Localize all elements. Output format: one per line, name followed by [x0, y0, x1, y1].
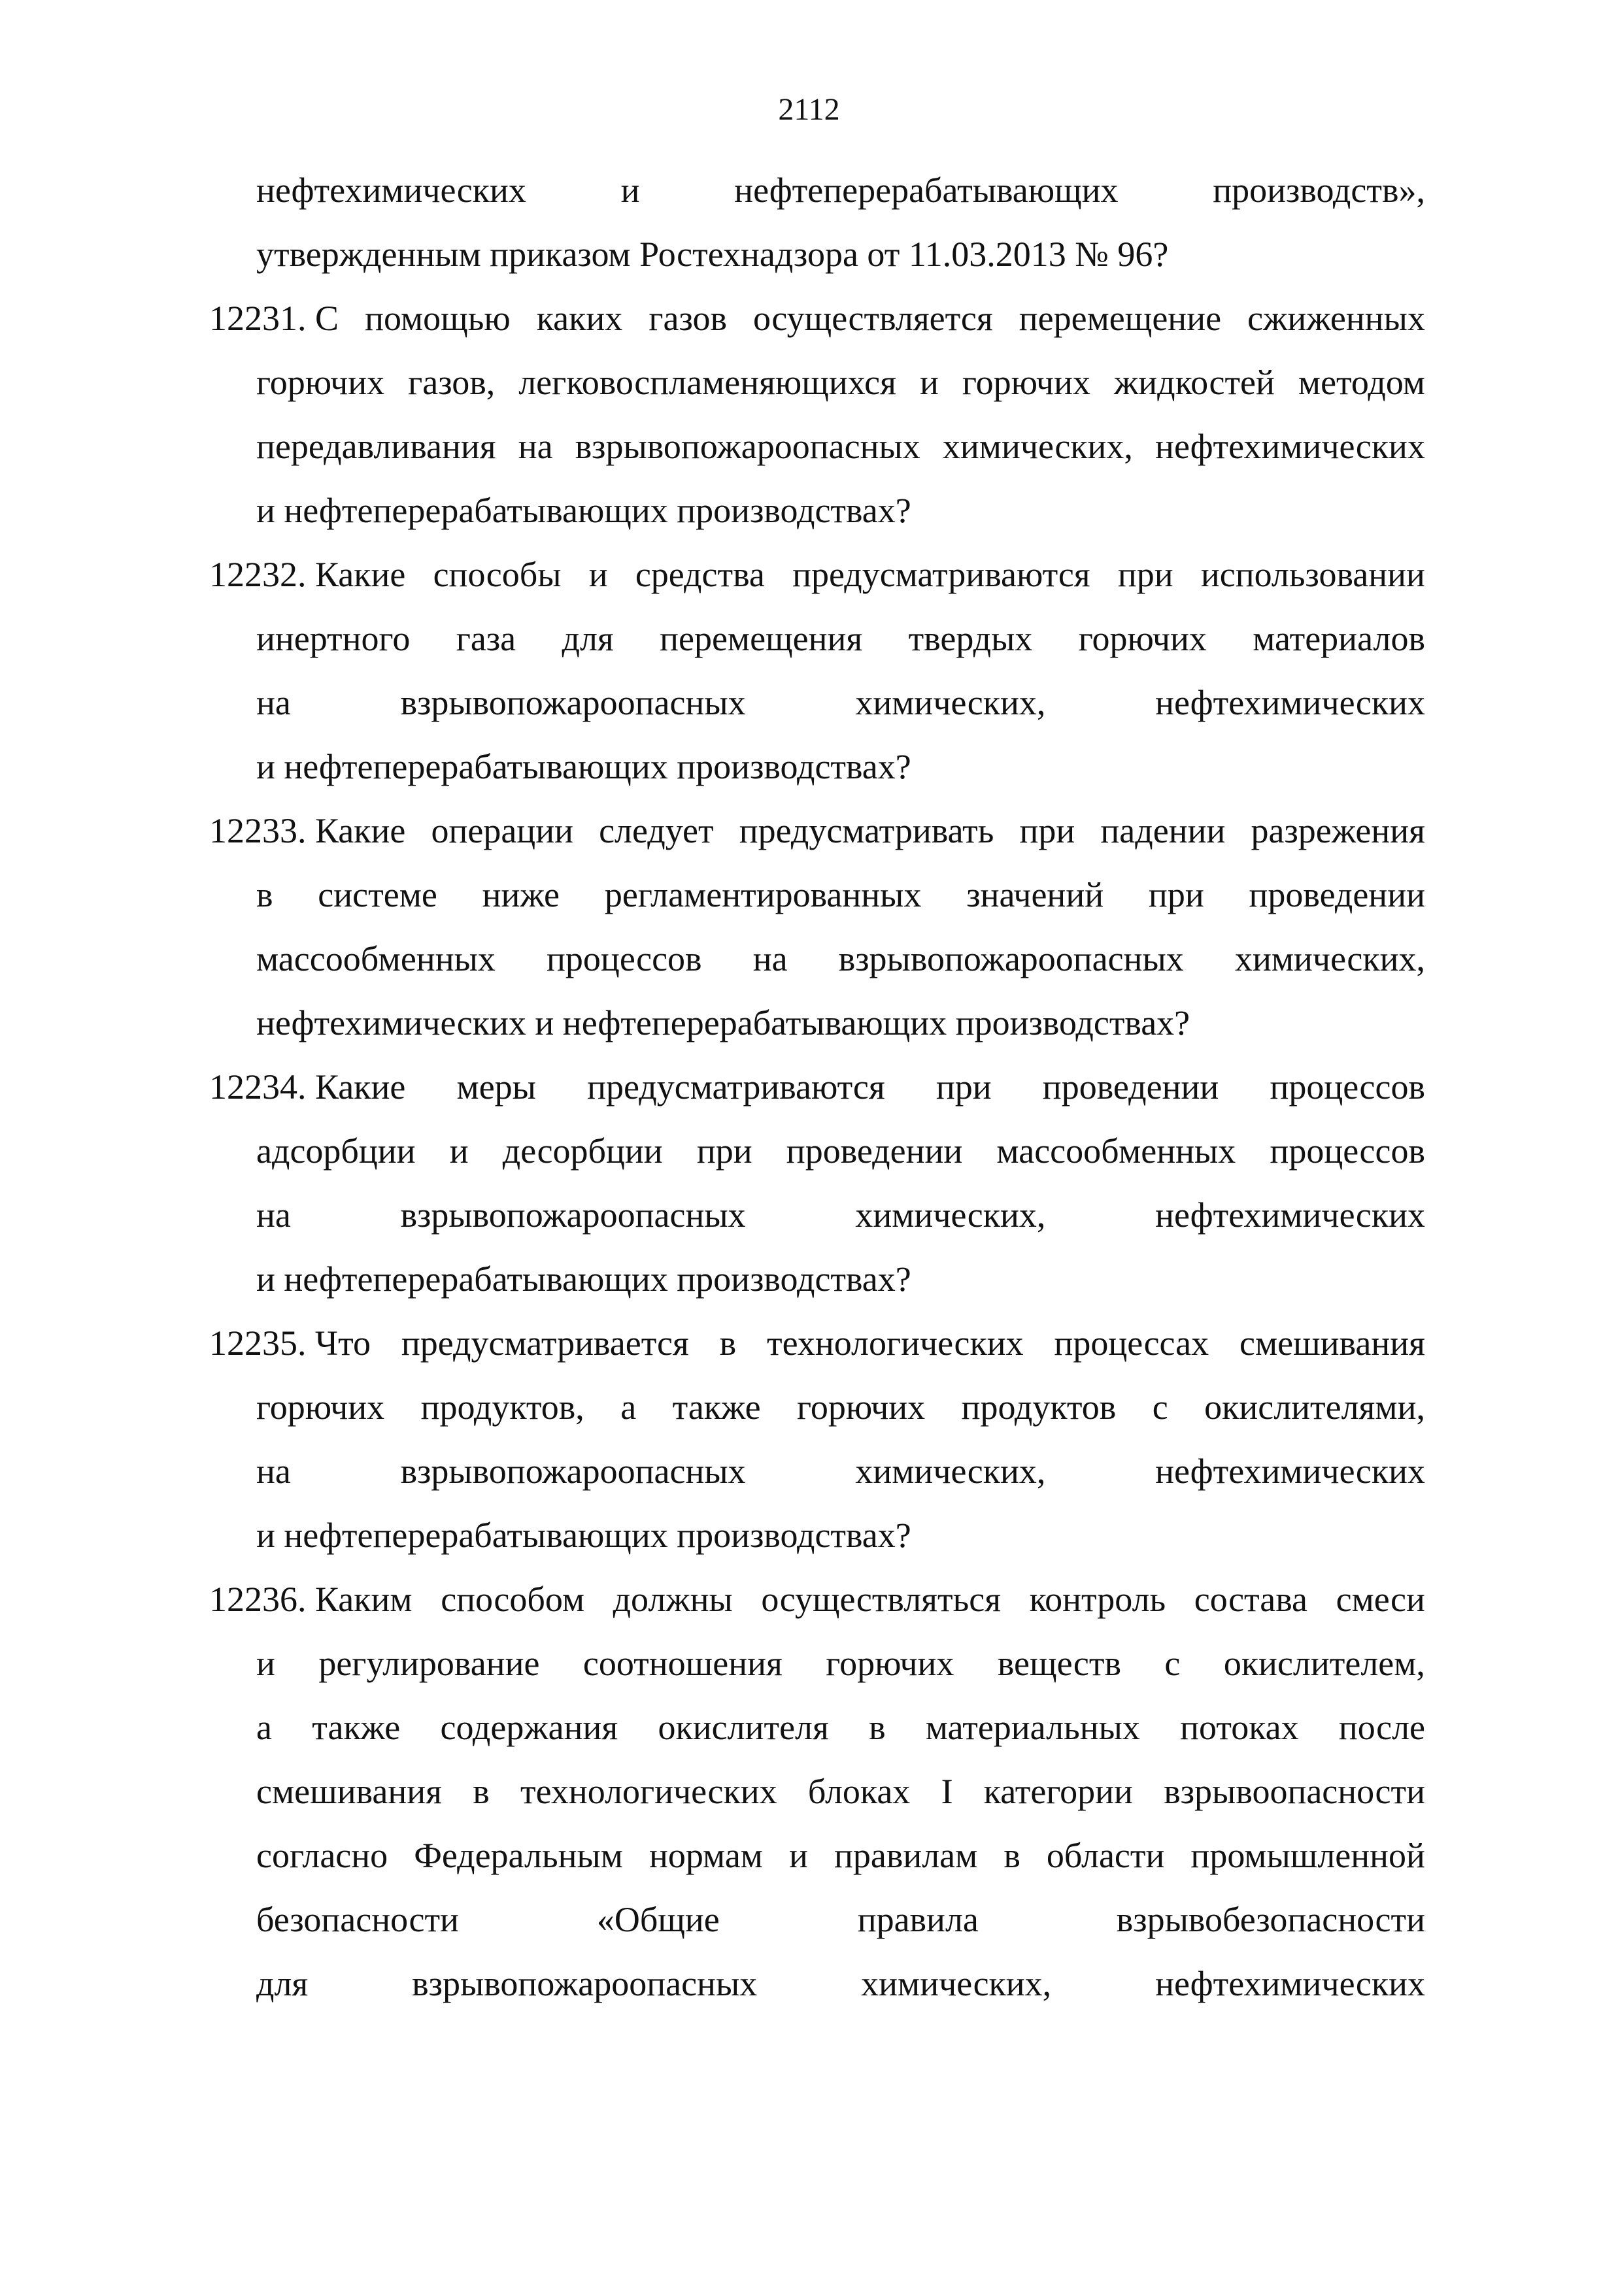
word: материалов — [1253, 619, 1425, 658]
word: «Общие — [596, 1900, 720, 1939]
word: при — [696, 1131, 752, 1171]
line-text: и нефтеперерабатывающих производствах? — [256, 491, 911, 530]
word: промышленной — [1190, 1836, 1425, 1875]
word: и — [256, 1644, 275, 1683]
word: системе — [318, 875, 437, 914]
word: при — [1148, 875, 1204, 914]
word: 12232. Какие — [209, 555, 406, 594]
line-text: и нефтеперерабатывающих производствах? — [256, 747, 911, 786]
word: газов, — [408, 363, 496, 402]
word: осуществляется — [753, 299, 993, 338]
word: нефтехимических — [1155, 1195, 1425, 1235]
text-line — [209, 1888, 1425, 1952]
word: I — [941, 1772, 953, 1811]
word: с — [1152, 1388, 1168, 1427]
word: нефтехимических — [1155, 1452, 1425, 1491]
word: химических, — [1234, 939, 1425, 978]
word: способы — [433, 555, 562, 594]
word: нефтехимических — [1155, 683, 1425, 722]
word: технологических — [766, 1323, 1024, 1363]
word: в — [256, 875, 273, 914]
word: разрежения — [1251, 811, 1425, 850]
word: взрывопожароопасных — [838, 939, 1184, 978]
word: проведении — [786, 1131, 963, 1171]
word: помощью — [365, 299, 511, 338]
text-line — [209, 1119, 1425, 1183]
word: методом — [1298, 363, 1425, 402]
word: производств», — [1213, 171, 1425, 210]
text-line — [209, 1759, 1425, 1823]
word: также — [312, 1708, 401, 1747]
word: химических, — [855, 1452, 1046, 1491]
word: 12236. Каким — [209, 1580, 413, 1619]
question-item — [209, 1567, 1425, 2016]
word: смеси — [1336, 1580, 1425, 1619]
word: потоках — [1180, 1708, 1299, 1747]
word: взрывобезопасности — [1116, 1900, 1425, 1939]
word: правилам — [834, 1836, 978, 1875]
word: в — [473, 1772, 490, 1811]
word: на — [518, 427, 553, 466]
word: предусматривать — [739, 811, 994, 850]
word: ниже — [482, 875, 560, 914]
word: на — [256, 683, 291, 722]
word: веществ — [997, 1644, 1121, 1683]
line-text: и нефтеперерабатывающих производствах? — [256, 1259, 911, 1299]
word: регламентированных — [604, 875, 922, 914]
text-line — [209, 1952, 1425, 2016]
document-body — [209, 158, 1425, 2016]
word: и — [588, 555, 608, 594]
word: взрывопожароопасных — [400, 1452, 746, 1491]
word: газа — [456, 619, 516, 658]
word: горючих — [962, 363, 1090, 402]
question-item — [209, 286, 1425, 542]
word: в — [719, 1323, 737, 1363]
word: газов — [649, 299, 727, 338]
text-line — [209, 863, 1425, 927]
word: взрывопожароопасных — [400, 1195, 746, 1235]
word: и — [919, 363, 939, 402]
text-line — [209, 1055, 1425, 1119]
word: правила — [857, 1900, 979, 1939]
word: окислителем, — [1223, 1644, 1425, 1683]
question-item — [209, 1055, 1425, 1311]
word: нормам — [649, 1836, 763, 1875]
word: операции — [431, 811, 573, 850]
word: блоках — [807, 1772, 911, 1811]
word: и — [620, 171, 640, 210]
word: контроль — [1029, 1580, 1166, 1619]
question-item — [209, 799, 1425, 1055]
word: продуктов — [961, 1388, 1117, 1427]
word: окислителями, — [1204, 1388, 1425, 1427]
word: взрывоопасности — [1164, 1772, 1425, 1811]
word: процессов — [1270, 1067, 1425, 1106]
word: передавливания — [256, 427, 496, 466]
word: жидкостей — [1113, 363, 1275, 402]
word: способом — [441, 1580, 584, 1619]
text-line — [209, 542, 1425, 607]
word: химических, — [855, 683, 1046, 722]
word: падении — [1100, 811, 1226, 850]
word: а — [256, 1708, 272, 1747]
text-line — [209, 350, 1425, 414]
word: содержания — [440, 1708, 618, 1747]
word: для — [562, 619, 614, 658]
word: в — [869, 1708, 886, 1747]
word: сжиженных — [1247, 299, 1425, 338]
word: 12235. Что — [209, 1323, 371, 1363]
word: также — [672, 1388, 761, 1427]
word: взрывопожароопасных — [400, 683, 746, 722]
word: перемещения — [660, 619, 863, 658]
word: нефтеперерабатывающих — [734, 171, 1119, 210]
text-line — [209, 1375, 1425, 1439]
question-item — [209, 1311, 1425, 1567]
text-line — [209, 1311, 1425, 1375]
word: после — [1338, 1708, 1425, 1747]
word: на — [256, 1452, 291, 1491]
word: материальных — [925, 1708, 1140, 1747]
word: должны — [613, 1580, 733, 1619]
text-line — [209, 799, 1425, 863]
word: осуществляться — [761, 1580, 1002, 1619]
page-number: 2112 — [778, 92, 840, 127]
word: предусматриваются — [587, 1067, 885, 1106]
word: массообменных — [256, 939, 496, 978]
word: на — [752, 939, 788, 978]
word: использовании — [1200, 555, 1425, 594]
word: в — [1003, 1836, 1020, 1875]
word: смешивания — [256, 1772, 442, 1811]
word: регулирование — [318, 1644, 540, 1683]
word: процессах — [1054, 1323, 1209, 1363]
word: легковоспламеняющихся — [518, 363, 896, 402]
word: взрывопожароопасных — [412, 1964, 758, 2003]
word: 12233. Какие — [209, 811, 406, 850]
word: химических, — [861, 1964, 1052, 2003]
word: проведении — [1249, 875, 1425, 914]
word: Федеральным — [414, 1836, 623, 1875]
text-line — [209, 735, 1425, 799]
word: нефтехимических — [256, 171, 526, 210]
line-text: и нефтеперерабатывающих производствах? — [256, 1516, 911, 1555]
word: при — [935, 1067, 992, 1106]
word: каких — [536, 299, 623, 338]
text-line — [209, 1183, 1425, 1247]
word: при — [1117, 555, 1173, 594]
text-line — [209, 991, 1425, 1055]
text-line — [209, 607, 1425, 671]
word: технологических — [520, 1772, 777, 1811]
word: десорбции — [502, 1131, 663, 1171]
word: и — [449, 1131, 469, 1171]
word: процессов — [1270, 1131, 1425, 1171]
word: состава — [1194, 1580, 1308, 1619]
text-line — [209, 158, 1425, 222]
word: 12231. С — [209, 299, 339, 338]
line-text: утвержденным приказом Ростехнадзора от 11.03.2013 № 96? — [256, 235, 1169, 274]
word: категории — [983, 1772, 1133, 1811]
word: адсорбции — [256, 1131, 416, 1171]
word: массообменных — [996, 1131, 1236, 1171]
text-line — [209, 671, 1425, 735]
word: следует — [599, 811, 714, 850]
word: значений — [966, 875, 1104, 914]
word: горючих — [797, 1388, 926, 1427]
word: области — [1046, 1836, 1165, 1875]
line-text: нефтехимических и нефтеперерабатывающих производствах? — [256, 1003, 1190, 1042]
word: проведении — [1042, 1067, 1219, 1106]
word: меры — [456, 1067, 536, 1106]
word: и — [789, 1836, 808, 1875]
text-line — [209, 1247, 1425, 1311]
word: 12234. Какие — [209, 1067, 406, 1106]
word: предусматриваются — [792, 555, 1090, 594]
word: процессов — [547, 939, 702, 978]
text-line — [209, 478, 1425, 542]
word: инертного — [256, 619, 411, 658]
word: на — [256, 1195, 291, 1235]
question-item — [209, 542, 1425, 799]
word: для — [256, 1964, 309, 2003]
word: окислителя — [658, 1708, 829, 1747]
word: при — [1019, 811, 1075, 850]
word: горючих — [256, 1388, 385, 1427]
text-line — [209, 927, 1425, 991]
word: нефтехимических — [1155, 427, 1425, 466]
word: безопасности — [256, 1900, 459, 1939]
text-line — [209, 1695, 1425, 1759]
word: химических, — [855, 1195, 1046, 1235]
word: твердых — [908, 619, 1033, 658]
word: смешивания — [1239, 1323, 1425, 1363]
word: продуктов, — [420, 1388, 584, 1427]
word: нефтехимических — [1155, 1964, 1425, 2003]
word: химических, — [942, 427, 1133, 466]
text-line — [209, 1823, 1425, 1888]
text-line — [209, 1631, 1425, 1695]
word: перемещение — [1019, 299, 1222, 338]
text-line — [209, 1503, 1425, 1567]
previous-question-continuation — [209, 158, 1425, 286]
word: горючих — [1078, 619, 1207, 658]
word: соотношения — [582, 1644, 783, 1683]
text-line — [209, 414, 1425, 478]
word: а — [620, 1388, 637, 1427]
word: взрывопожароопасных — [575, 427, 920, 466]
word: предусматривается — [401, 1323, 689, 1363]
text-line — [209, 286, 1425, 350]
word: средства — [635, 555, 765, 594]
word: горючих — [826, 1644, 954, 1683]
word: горючих — [256, 363, 385, 402]
text-line — [209, 1567, 1425, 1631]
word: согласно — [256, 1836, 388, 1875]
text-line — [209, 1439, 1425, 1503]
text-line — [209, 222, 1425, 286]
word: с — [1164, 1644, 1181, 1683]
